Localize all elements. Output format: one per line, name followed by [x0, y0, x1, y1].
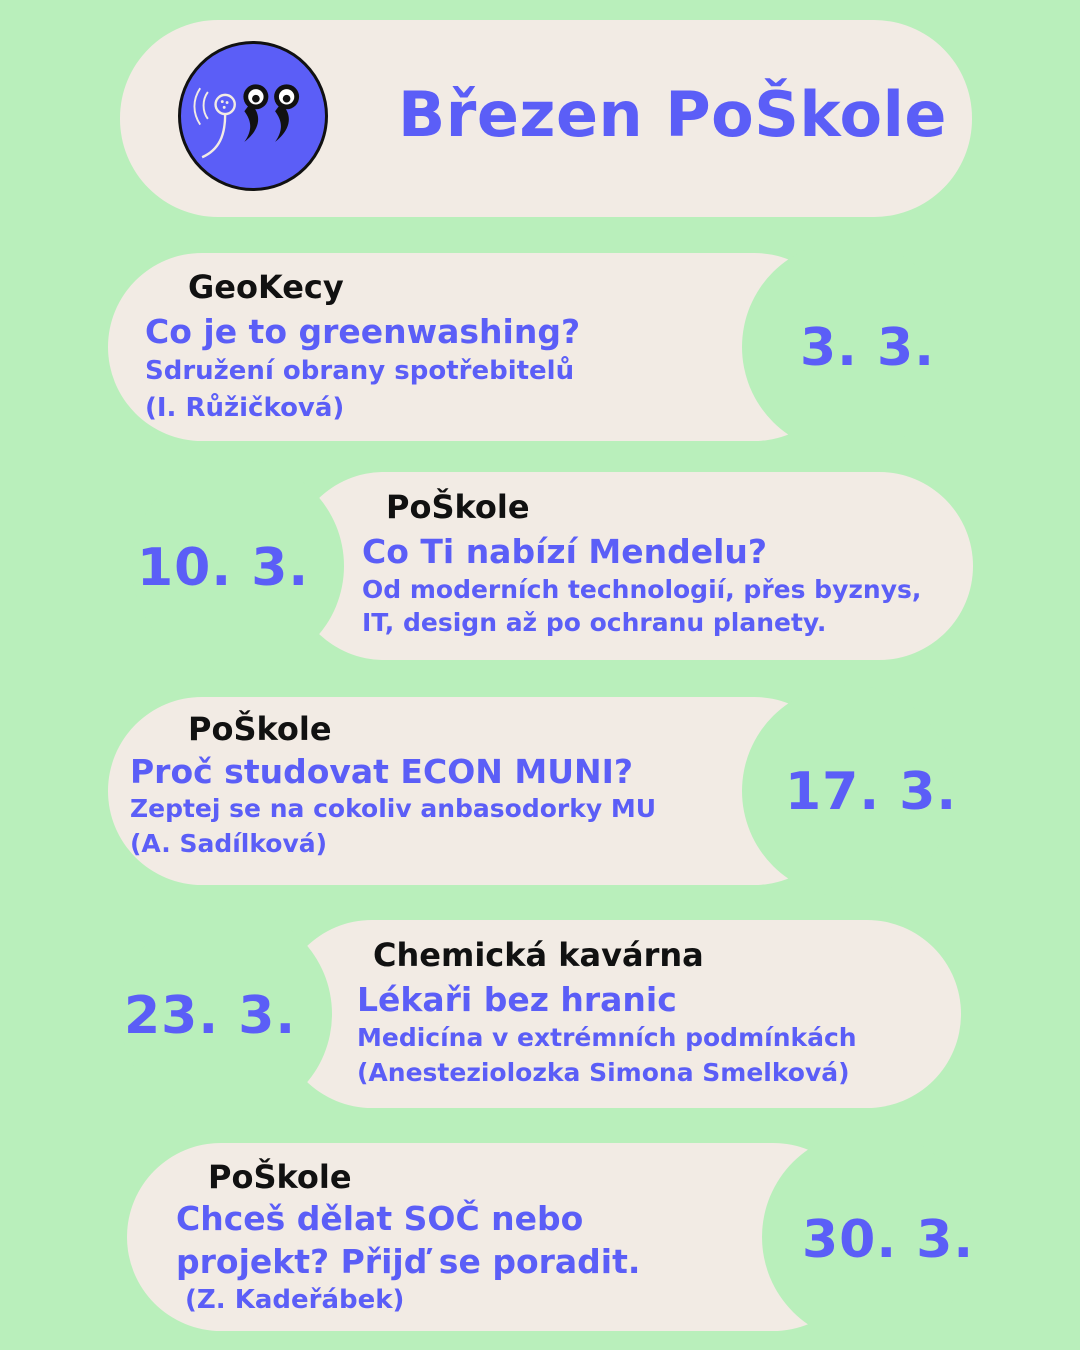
event-detail: (I. Růžičková): [145, 393, 345, 423]
event-date: 3. 3.: [800, 318, 935, 378]
event-detail: Zeptej se na cokoliv anbasodorky MU: [130, 794, 657, 823]
event-series: Chemická kavárna: [373, 936, 704, 974]
event-detail: (Z. Kadeřábek): [176, 1285, 405, 1315]
event-date: 30. 3.: [802, 1210, 975, 1270]
event-date: 23. 3.: [124, 986, 297, 1046]
podcast-quote-icon: [178, 41, 328, 191]
page-title: Březen PoŠkole: [398, 78, 947, 151]
event-detail: (Anesteziolozka Simona Smelková): [357, 1058, 850, 1087]
event-topic: Chceš dělat SOČ nebo: [176, 1199, 584, 1238]
event-topic: Lékaři bez hranic: [357, 980, 677, 1019]
event-date: 10. 3.: [137, 538, 310, 598]
header-banner: [120, 20, 972, 217]
logo-graphic: [181, 44, 325, 188]
event-series: PoŠkole: [188, 710, 332, 748]
event-detail: (A. Sadílková): [130, 829, 328, 858]
event-topic: Proč studovat ECON MUNI?: [130, 752, 634, 791]
event-detail: IT, design až po ochranu planety.: [362, 608, 827, 637]
event-topic: Co je to greenwashing?: [145, 312, 581, 351]
event-series: PoŠkole: [208, 1158, 352, 1196]
event-detail: Medicína v extrémních podmínkách: [357, 1023, 857, 1052]
event-series: PoŠkole: [386, 488, 530, 526]
event-topic: Co Ti nabízí Mendelu?: [362, 532, 768, 571]
event-topic: projekt? Přijď se poradit.: [176, 1242, 641, 1281]
event-series: GeoKecy: [188, 268, 344, 306]
event-detail: Od moderních technologií, přes byznys,: [362, 575, 922, 604]
event-date: 17. 3.: [785, 762, 958, 822]
event-detail: Sdružení obrany spotřebitelů: [145, 356, 575, 386]
